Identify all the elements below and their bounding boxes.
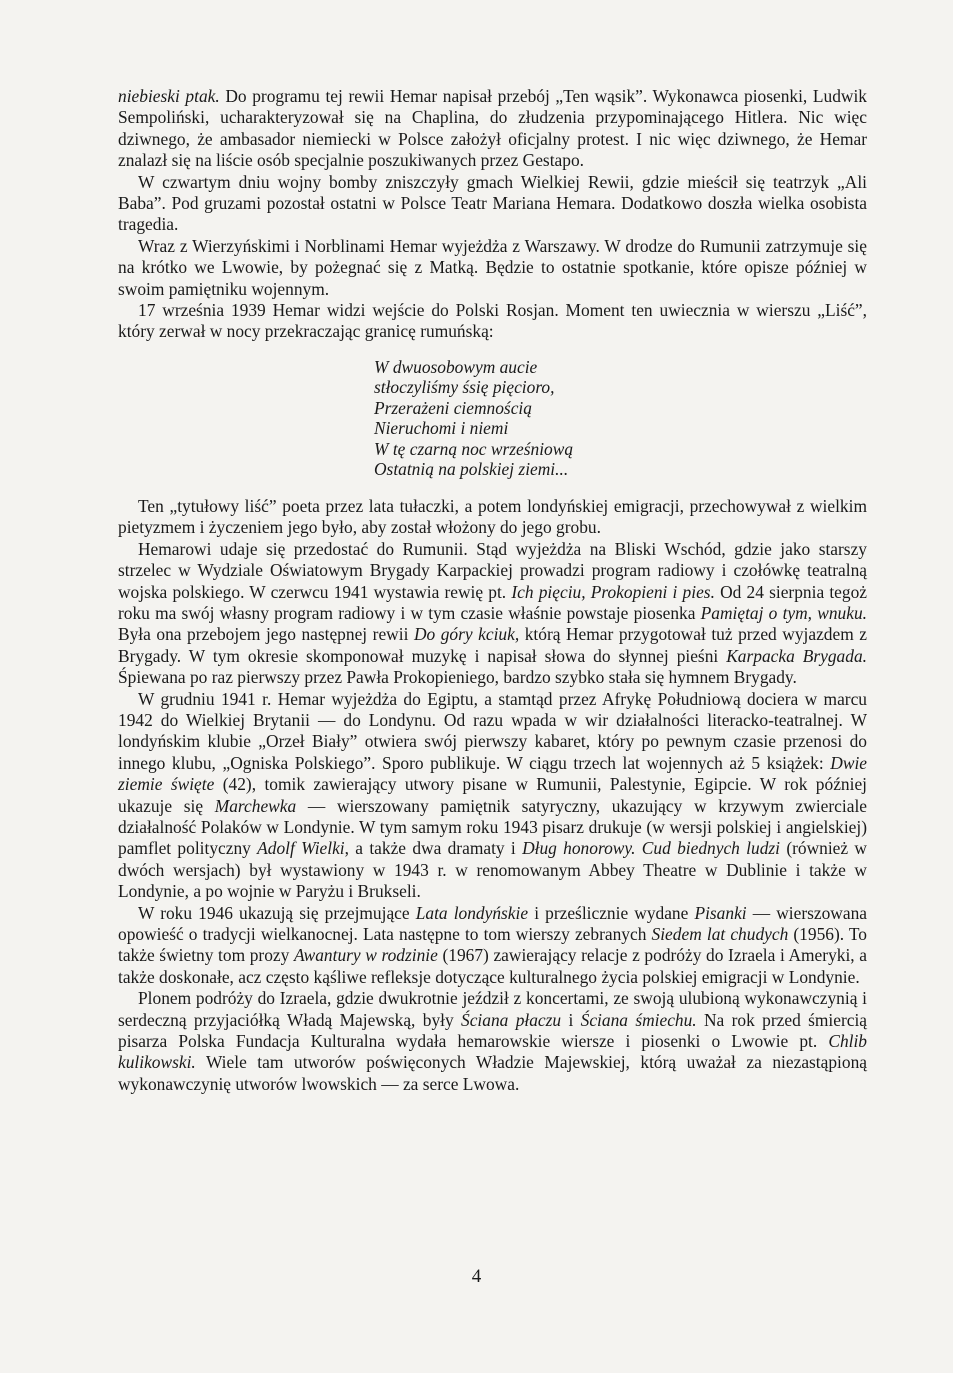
paragraph-text: W czwartym dniu wojny bomby zniszczyły gmach Wielkiej Rewii, gdzie mieścił się teatrzyk „Ali Baba”. Pod gruzami pozostał ostatni w Polsce Teatr Mariana Hemara. Dodatkowo doszła wielka osobista tragedia.	[118, 171, 867, 235]
paragraph-text: — wierszowany pamiętnik satyryczny, ukazujący w krzywym zwierciale działalność Polaków w Londynie. W tym samym roku 1943 pisarz drukuje (w wersji polskiej i angielskiej) pamflet polityczny	[118, 795, 867, 859]
italic-title-text: Karpacka Brygada.	[726, 645, 867, 666]
paragraph-p2	[118, 172, 867, 236]
poem-line: W tę czarną noc wrześniową	[374, 438, 574, 459]
paragraph-text: Od 24 sierpnia tegoż roku ma swój własny program radiowy i w tym czasie właśnie powstaje piosenka	[118, 581, 868, 623]
italic-title-text: niebieski ptak.	[118, 86, 220, 106]
italic-title-text: Awantury w rodzinie	[293, 945, 438, 966]
paragraph-p3	[118, 236, 867, 300]
page-number: 4	[471, 1266, 482, 1287]
paragraph-text: Śpiewana po raz pierwszy przez Pawła Prokopieniego, bardzo szybko stała się hymnem Brygady.	[118, 667, 797, 688]
poem	[374, 357, 867, 480]
italic-title-text: Pisanki	[694, 902, 747, 923]
text-block-after-poem	[118, 496, 867, 1095]
paragraph-text: W grudniu 1941 r. Hemar wyjeżdża do Egiptu, a stamtąd przez Afrykę Południową dociera w marcu 1942 do Wielkiej Brytanii — do Londynu. Od razu wpada w wir działalności literacko-teatralnej. W londyńskim klubie „Orzeł Biały” otwiera swój pierwszy kabaret, który po pewnym czasie przenosi do innego klubu, „Ogniska Polskiego”. Sporo publikuje. W ciągu trzech lat wojennych aż 5 książek:	[118, 688, 867, 773]
italic-title-text: Pamiętaj o tym, wnuku.	[700, 602, 868, 623]
italic-title-text: Lata londyńskie	[415, 902, 529, 923]
paragraph-text: (1956). To także świetny tom prozy	[118, 924, 868, 966]
paragraph-p5	[118, 496, 867, 539]
document-page	[118, 86, 867, 1095]
paragraph-p6	[118, 539, 867, 689]
italic-title-text: Adolf Wielki	[257, 838, 345, 859]
poem-line: stłoczyliśmy śsię pięcioro,	[374, 377, 555, 398]
paragraph-p9	[118, 988, 867, 1095]
paragraph-text: którą Hemar przygotował tuż przed wyjazdem z Brygady. W tym okresie skomponował muzykę i napisał słowa do słynnej pieśni	[118, 624, 867, 666]
paragraph-text: , a także dwa dramaty i	[344, 838, 523, 859]
paragraph-text: i prześlicznie wydane	[528, 902, 695, 923]
paragraph-text: 17 września 1939 Hemar widzi wejście do Polski Rosjan. Moment ten uwiecznia w wierszu „Liść”, który zerwał w nocy przekraczając granicę rumuńską:	[118, 300, 867, 342]
italic-title-text: Chlib kulikowski.	[118, 1031, 867, 1073]
paragraph-text: Hemarowi udaje się przedostać do Rumunii. Stąd wyjeżdża na Bliski Wschód, gdzie jako starszy strzelec w Wydziale Oświatowym Brygady Karpackiej prowadzi program radiowy i czołówkę teatralną wojska polskiego. W czerwcu 1941 wystawia rewię pt.	[118, 538, 867, 602]
italic-title-text: Ściana śmiechu.	[580, 1009, 697, 1030]
paragraph-p4	[118, 300, 867, 343]
poem-line: Nieruchomi i niemi	[374, 418, 509, 439]
paragraph-text: Plonem podróży do Izraela, gdzie dwukrotnie jeździł z koncertami, ze swoją ulubioną wykonawczynią i serdeczną przyjaciółką Władą Majewską, były	[118, 988, 867, 1030]
italic-title-text: Ich pięciu, Prokopieni i pies.	[511, 581, 715, 602]
paragraph-text: (również w dwóch wersjach) był wystawiony w 1943 r. w renomowanym Abbey Theatre w Dublinie i także w Londynie, a po wojnie w Paryżu i Brukseli.	[118, 838, 867, 902]
paragraph-text: (42), tomik zawierający utwory pisane w Rumunii, Palestynie, Egipcie. W rok później ukazuje się	[118, 774, 867, 816]
paragraph-text: i	[561, 1009, 581, 1030]
paragraph-p7	[118, 689, 867, 903]
italic-title-text: Siedem lat chudych	[651, 924, 789, 944]
italic-title-text: Dwie ziemie święte	[118, 752, 867, 795]
italic-title-text: Marchewka	[214, 795, 297, 816]
paragraph-p1	[118, 86, 867, 172]
paragraph-text: (1967) zawierający relacje z podróży do Izraela i Ameryki, a także doskonałe, acz często kąśliwe refleksje dotyczące kulturalnego życia polskiej emigracji w Londynie.	[118, 945, 867, 987]
italic-title-text: Dług honorowy. Cud biednych ludzi	[522, 838, 780, 859]
paragraph-text: Do programu tej rewii Hemar napisał przebój „Ten wąsik”. Wykonawca piosenki, Ludwik Sempoliński, ucharakteryzował się na Chaplina, do złudzenia przypominającego Hitlera. Nic więc dziwnego, że ambasador niemiecki w Polsce założył oficjalny protest. I nic więc dziwnego, że Hemar znalazł się na liście osób specjalnie poszukiwanych przez Gestapo.	[118, 86, 868, 171]
italic-title-text: Ściana płaczu	[461, 1009, 562, 1030]
paragraph-text: — wierszowana opowieść o tradycji wielkanocnej. Lata następne to tom wierszy zebranych	[118, 902, 867, 944]
text-block-before-poem	[118, 86, 867, 343]
poem-line: Ostatnią na polskiej ziemi...	[374, 459, 569, 480]
paragraph-text: Na rok przed śmiercią pisarza Polska Fundacja Kulturalna wydała hemarowskie wiersze i piosenki o Lwowie pt.	[118, 1009, 868, 1052]
poem-line: W dwuosobowym aucie	[374, 356, 538, 377]
paragraph-text: W roku 1946 ukazują się przejmujące	[138, 902, 416, 923]
paragraph-text: Wraz z Wierzyńskimi i Norblinami Hemar wyjeżdża z Warszawy. W drodze do Rumunii zatrzymuje się na krótko we Lwowie, by pożegnać się z Matką. Będzie to ostatnie spotkanie, które opisze później w swoim pamiętniku wojennym.	[118, 235, 867, 299]
paragraph-p8	[118, 903, 867, 989]
paragraph-text: Ten „tytułowy liść” poeta przez lata tułaczki, a potem londyńskiej emigracji, przechowywał z wielkim pietyzmem i życzeniem jego było, aby został włożony do jego grobu.	[118, 495, 867, 538]
paragraph-text: Była ona przebojem jego następnej rewii	[118, 624, 414, 645]
paragraph-text: Wiele tam utworów poświęconych Władzie Majewskiej, którą uważał za niezastąpioną wykonawczynię utworów lwowskich — za serce Lwowa.	[118, 1052, 867, 1094]
poem-line: Przerażeni ciemnością	[374, 397, 532, 418]
italic-title-text: Do góry kciuk,	[413, 624, 520, 645]
